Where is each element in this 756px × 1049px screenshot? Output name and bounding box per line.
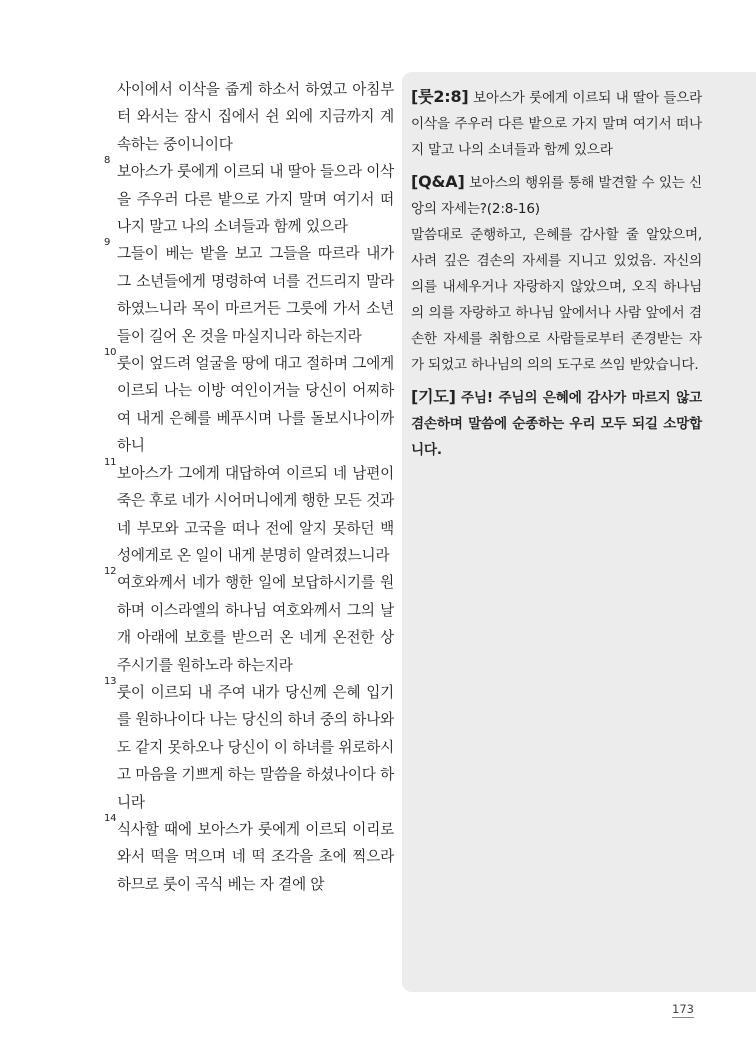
verse (104, 347, 394, 460)
verse (104, 675, 394, 816)
verse (104, 566, 394, 679)
qa-section (411, 169, 702, 378)
verse-number: 10 (104, 347, 117, 359)
verse-number: 12 (104, 566, 117, 578)
qa-tag: [Q&A] (411, 172, 465, 191)
verse-text: 식사할 때에 보아스가 룻에게 이르되 이리로 와서 떡을 먹으며 네 떡 조각을 초에 찍으라 하므로 룻이 곡식 베는 자 곁에 앉 (117, 820, 394, 893)
verse-number: 14 (104, 812, 117, 824)
verse-text: 여호와께서 네가 행한 일에 보답하시기를 원하며 이스라엘의 하나님 여호와께서 그의 날개 아래에 보호를 받으러 온 네게 온전한 상 주시기를 원하노라 하는지라 (117, 574, 394, 674)
verse-text: 보아스가 그에게 대답하여 이르되 네 남편이 죽은 후로 네가 시어머니에게 행한 모든 것과 네 부모와 고국을 떠나 전에 알지 못하던 백성에게로 온 일이 내게 분명히 알려졌느니라 (117, 464, 394, 564)
verse (104, 76, 394, 158)
page-number: 173 (672, 1002, 694, 1016)
verse-text: 룻이 엎드려 얼굴을 땅에 대고 절하며 그에게 이르되 나는 이방 여인이거늘 당신이 어찌하여 내게 은혜를 베푸시며 나를 돌보시나이까 하니 (117, 355, 394, 455)
verse-text: 룻이 이르되 내 주여 내가 당신께 은혜 입기를 원하나이다 나는 당신의 하녀 중의 하나와도 같지 못하오나 당신이 이 하녀를 위로하시고 마음을 기쁘게 하는 말씀을 하셨나이다 하니라 (117, 683, 394, 811)
scripture-column (104, 76, 394, 898)
commentary-panel (402, 72, 756, 992)
verse-number: 11 (104, 456, 117, 468)
reference-text: 보아스가 룻에게 이르되 내 딸아 들으라 이삭을 주우러 다른 밭으로 가지 말며 여기서 떠나지 말고 나의 소녀들과 함께 있으라 (411, 90, 703, 158)
reference-tag: [룻2:8] (411, 87, 469, 106)
reference-section (411, 84, 702, 163)
prayer-tag: [기도] (411, 387, 456, 406)
verse (104, 456, 394, 570)
verse-text: 그들이 베는 밭을 보고 그들을 따르라 내가 그 소년들에게 명령하여 너를 건드리지 말라 하였느니라 목이 마르거든 그릇에 가서 소년들이 길어 온 것을 마실지니라 하는지라 (117, 245, 394, 345)
qa-question: 보아스의 행위를 통해 발견할 수 있는 신앙의 자세는?(2:8-16) (411, 175, 702, 217)
verse-text: 보아스가 룻에게 이르되 내 딸아 들으라 이삭을 주우러 다른 밭으로 가지 말며 여기서 떠나지 말고 나의 소녀들과 함께 있으라 (117, 163, 394, 236)
verse (104, 155, 394, 240)
qa-answer: 말씀대로 준행하고, 은혜를 감사할 줄 알았으며, 사려 깊은 겸손의 자세를 지니고 있었음. 자신의 의를 내세우거나 자랑하지 않았으며, 오직 하나님의 의를 자랑하고 하나님 앞에서나 사람 앞에서 겸손한 자세를 취함으로 사람들로부터 존경받는 자가 되었고 하나님의 의의 도구로 쓰임 받았습니다. (411, 227, 702, 373)
verse-number: 9 (104, 237, 111, 249)
verse-number: 13 (104, 675, 117, 687)
verse (104, 237, 394, 350)
verse-text: 사이에서 이삭을 줍게 하소서 하였고 아침부터 와서는 잠시 집에서 쉰 외에 지금까지 계속하는 중이니이다 (117, 81, 394, 153)
prayer-section (411, 384, 702, 463)
verse-number: 8 (104, 155, 111, 167)
prayer-text: 주님! 주님의 은혜에 감사가 마르지 않고 겸손하며 말씀에 순종하는 우리 모두 되길 소망합니다. (411, 390, 702, 458)
verse (104, 812, 394, 898)
